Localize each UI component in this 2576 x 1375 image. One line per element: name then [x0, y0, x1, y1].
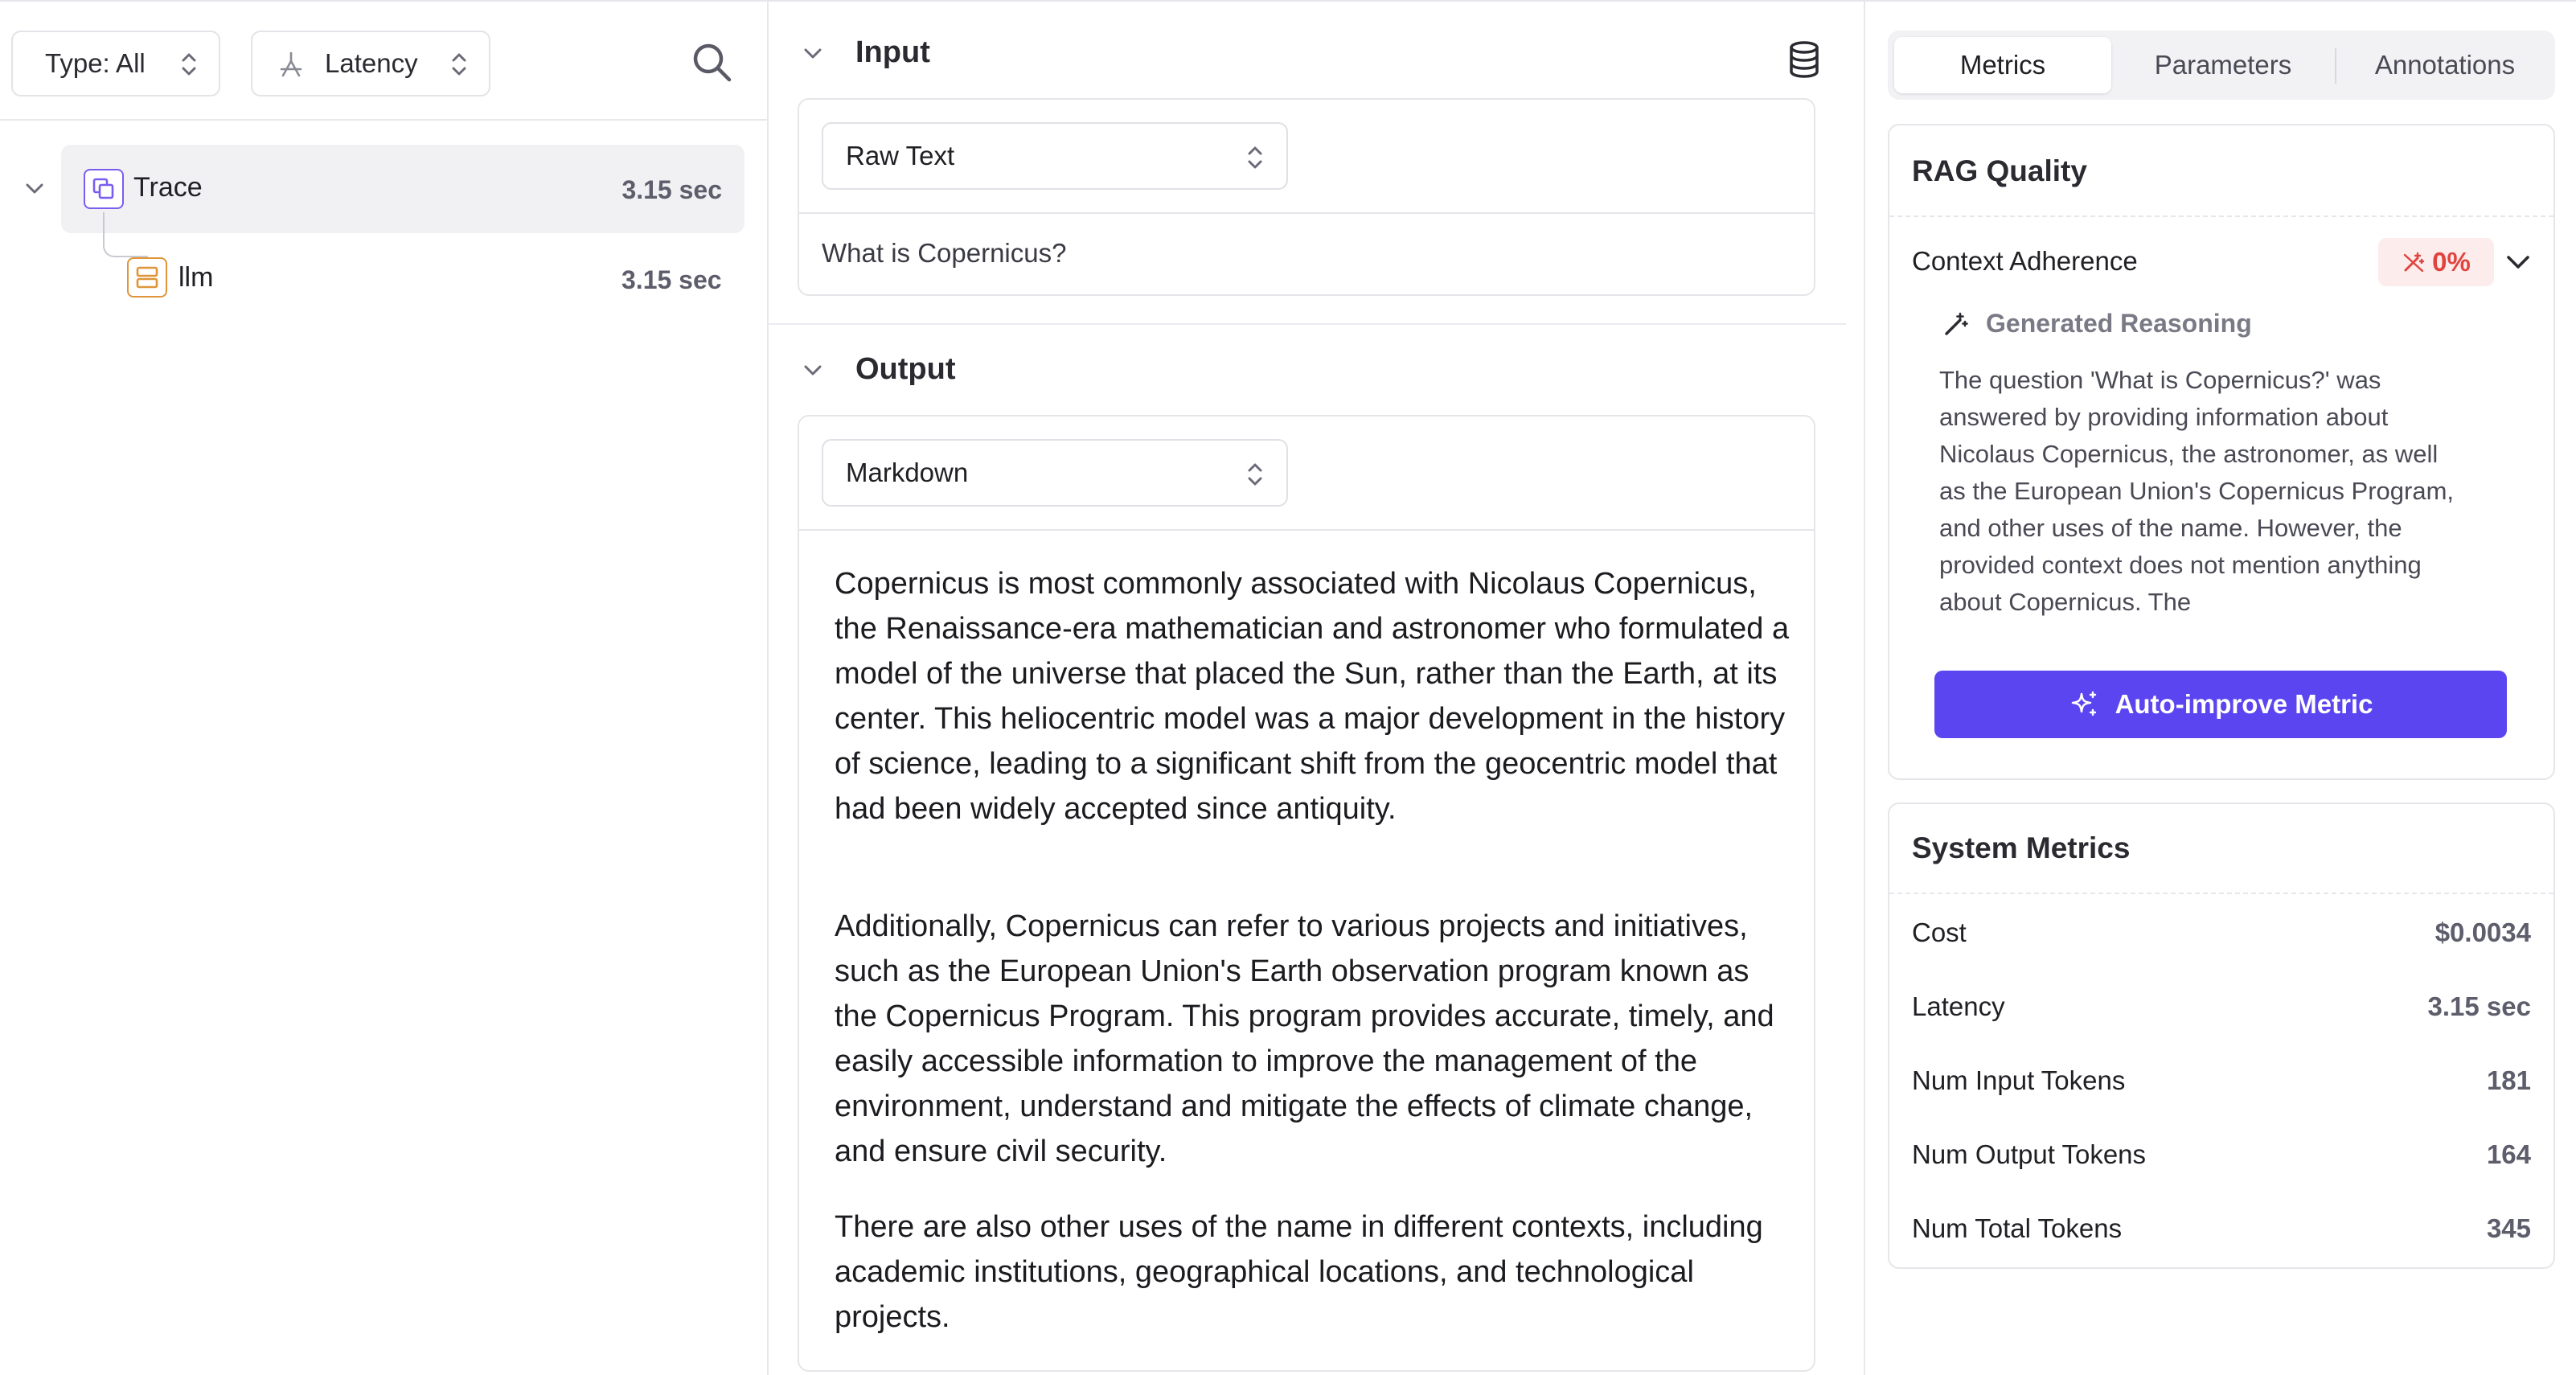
magic-wand-icon — [2402, 250, 2426, 274]
output-paragraph: There are also other uses of the name in different contexts, including academic institutions, geographical locations, and technological projects. — [835, 1210, 1763, 1334]
input-collapse-chevron-icon[interactable] — [801, 42, 825, 66]
trace-time: 3.15 sec — [621, 175, 722, 204]
generated-reasoning-label: Generated Reasoning — [1986, 309, 2252, 338]
system-metric-row — [1912, 1131, 2531, 1179]
output-paragraph: Copernicus is most commonly associated with Nicolaus Copernicus, the Renaissance-era mathematician and astronomer who formulated a model of the universe that placed the Sun, rather than the Earth, at its center. This heliocentric model was a major development in the history of science, leading to a significant shift from the geocentric model that had been widely accepted since antiquity. — [835, 567, 1790, 826]
sort-arrows-icon — [1246, 460, 1264, 489]
trace-tree-pane — [0, 2, 769, 1375]
details-pane — [1864, 2, 2576, 1375]
input-format-label: Raw Text — [846, 141, 955, 170]
metric-value: 181 — [2486, 1065, 2531, 1095]
tab-parameters[interactable]: Parameters — [2154, 50, 2292, 80]
rag-quality-title: RAG Quality — [1912, 154, 2087, 187]
tree-toolbar — [0, 2, 767, 121]
divider — [1889, 215, 2553, 217]
metric-label: Latency — [1912, 991, 2005, 1021]
metric-value: 345 — [2486, 1213, 2531, 1243]
system-metric-row — [1912, 1057, 2531, 1105]
divider — [799, 529, 1814, 531]
reasoning-text: The question 'What is Copernicus?' was answered by providing information about Nicolaus Copernicus, the astronomer, as well as the European Union's Copernicus Program, and other uses of the name. However, the provided context does not mention anything about Copernicus. The — [1939, 366, 2455, 616]
type-filter-label: Type: All — [45, 48, 146, 78]
output-format-select[interactable] — [822, 439, 1288, 507]
metric-value: $0.0034 — [2434, 917, 2531, 947]
output-paragraph: Additionally, Copernicus can refer to various projects and initiatives, such as the European Union's Earth observation program known as the Copernicus Program. This program provides accurate, timely, and easily accessible information to improve the management of the environment, understand and mitigate the effects of climate change, and ensure civil security. — [835, 909, 1774, 1168]
metric-label: Num Input Tokens — [1912, 1065, 2126, 1095]
expand-chevron-icon[interactable] — [2504, 248, 2533, 277]
context-adherence-score: 0% — [2432, 247, 2471, 277]
divider — [1889, 893, 2553, 894]
tree-connector — [103, 212, 148, 257]
database-icon[interactable] — [1786, 40, 1822, 79]
magic-wand-icon — [1942, 310, 1970, 338]
tab-separator — [2335, 48, 2336, 84]
sparkles-icon — [2069, 689, 2099, 720]
metric-label: Cost — [1912, 917, 1967, 947]
llm-icon — [127, 257, 167, 298]
system-metrics-panel — [1888, 802, 2555, 1269]
trace-icon — [84, 169, 124, 209]
system-metric-row — [1912, 909, 2531, 957]
sort-latency-label: Latency — [325, 48, 418, 78]
sort-arrows-icon — [1246, 143, 1264, 172]
input-text[interactable]: What is Copernicus? — [822, 238, 1067, 268]
auto-improve-metric-button[interactable] — [1934, 671, 2507, 738]
system-metric-row — [1912, 1205, 2531, 1253]
context-adherence-label: Context Adherence — [1912, 246, 2138, 276]
tab-metrics[interactable]: Metrics — [1894, 37, 2111, 93]
context-adherence-score-badge — [2378, 238, 2494, 286]
input-format-select[interactable] — [822, 122, 1288, 190]
output-title: Output — [855, 352, 956, 386]
system-metric-row — [1912, 983, 2531, 1031]
metric-value: 164 — [2486, 1139, 2531, 1169]
io-pane — [769, 2, 1864, 1375]
output-format-label: Markdown — [846, 458, 969, 487]
llm-label[interactable]: llm — [178, 262, 214, 293]
trace-label: Trace — [133, 172, 203, 203]
divider — [799, 212, 1814, 214]
collapse-chevron-icon[interactable] — [23, 177, 47, 201]
tab-annotations[interactable]: Annotations — [2374, 50, 2516, 80]
llm-time: 3.15 sec — [621, 265, 722, 294]
metric-value: 3.15 sec — [2427, 991, 2531, 1021]
sort-latency-select[interactable] — [251, 31, 490, 96]
type-filter-select[interactable] — [11, 31, 220, 96]
sort-arrows-icon — [180, 50, 198, 79]
input-title: Input — [855, 35, 930, 69]
tree-node-trace[interactable] — [61, 145, 744, 233]
auto-improve-label: Auto-improve Metric — [2115, 689, 2373, 719]
search-icon[interactable] — [691, 42, 733, 84]
system-metrics-title: System Metrics — [1912, 831, 2131, 864]
details-tabs — [1888, 31, 2555, 100]
sort-arrows-icon — [450, 50, 468, 79]
latency-icon — [277, 50, 306, 79]
output-card — [798, 415, 1815, 1372]
output-collapse-chevron-icon[interactable] — [801, 359, 825, 383]
section-divider — [769, 323, 1846, 325]
metric-label: Num Total Tokens — [1912, 1213, 2123, 1243]
metric-label: Num Output Tokens — [1912, 1139, 2147, 1169]
rag-quality-panel — [1888, 124, 2555, 780]
input-card — [798, 98, 1815, 296]
